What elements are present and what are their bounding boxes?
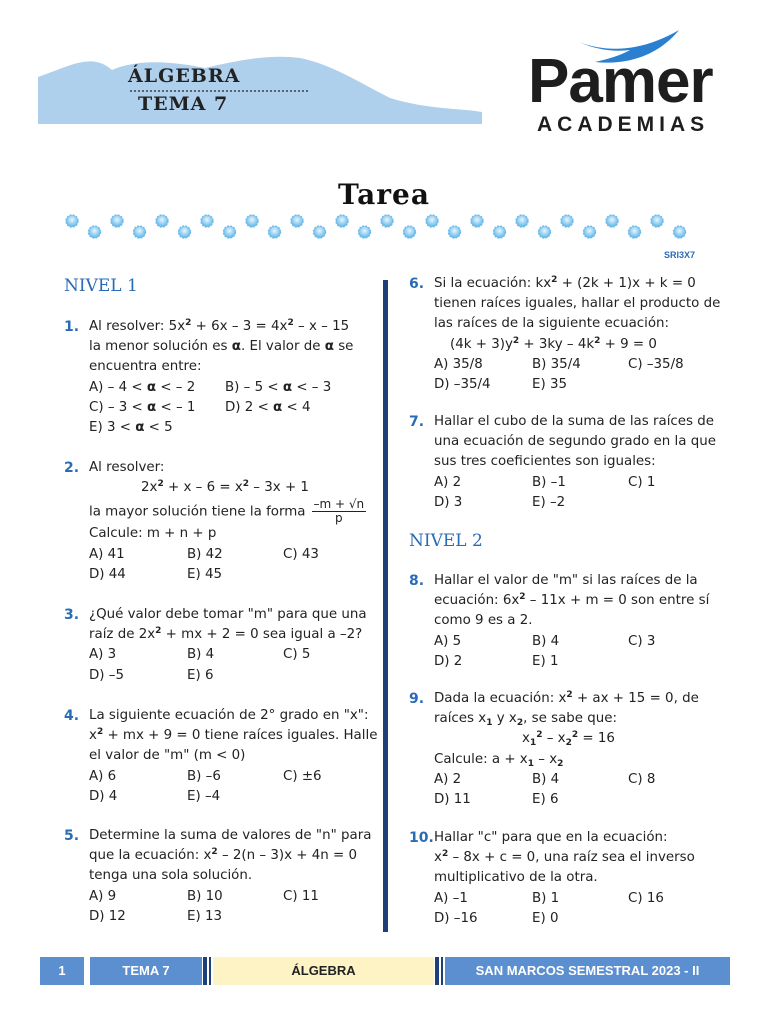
decorative-dot — [404, 226, 416, 238]
decorative-dot — [381, 215, 393, 227]
question-number: 6. — [409, 276, 425, 292]
decorative-dot — [291, 215, 303, 227]
option-d: D) 2 < α < 4 — [225, 399, 311, 415]
footer-subject: ÁLGEBRA — [213, 957, 434, 985]
decorative-dot — [66, 215, 78, 227]
footer-separator — [203, 957, 207, 985]
footer-separator — [435, 957, 439, 985]
decorative-dot — [89, 226, 101, 238]
decorative-dot — [516, 215, 528, 227]
decorative-dot — [494, 226, 506, 238]
decorative-dot — [629, 226, 641, 238]
question-10: 10. Hallar "c" para que en la ecuación: $x^2 - 8x + c = 0$, una raíz sea el inverso multiplicativo de la otra. A) –1 B) 1 C) 16 D) –16 E) 0 — [409, 830, 695, 926]
question-number: 8. — [409, 573, 425, 589]
footer-separator — [441, 957, 443, 985]
section-heading-nivel-1: NIVEL 1 — [64, 276, 138, 296]
column-divider — [383, 280, 388, 932]
question-number: 3. — [64, 607, 80, 623]
option-c: C) – 3 < α < – 1 — [89, 399, 196, 415]
decorative-dot — [314, 226, 326, 238]
decorative-dot — [584, 226, 596, 238]
decorative-dot — [651, 215, 663, 227]
question-9: 9. Dada la ecuación: $x^2$ + ax + 15 = 0, de raíces $x_1$ y $x_2$, se sabe que: $x_1^2 - x_2^2 = 16$ Calcule: $a + x_1 - x_2$ A) 2 B) 4 C) 8 D) 11 E) 6 — [409, 690, 699, 807]
question-number: 5. — [64, 828, 80, 844]
decorative-dot — [449, 226, 461, 238]
decorative-dot — [224, 226, 236, 238]
decorative-dot — [246, 215, 258, 227]
logo-name: Pamer — [528, 47, 713, 116]
decorative-dot — [539, 226, 551, 238]
footer-topic: TEMA 7 — [90, 957, 202, 985]
question-number: 7. — [409, 414, 425, 430]
decorative-dot — [111, 215, 123, 227]
document-code: SRI3X7 — [664, 250, 696, 260]
question-number: 4. — [64, 708, 80, 724]
header-topic: TEMA 7 — [138, 93, 229, 115]
question-2: 2. Al resolver: $2x^2 + x - 6 = x^2 - 3x + 1$ la mayor solución tiene la forma $\frac{-m + √n}{p}$ Calcule: m + n + p A) 41 B) 42 C) 43 D) 44 E) 45 — [64, 460, 365, 582]
footer-separator — [209, 957, 211, 985]
decorative-dot — [134, 226, 146, 238]
decorative-dot — [156, 215, 168, 227]
header-subject: ÁLGEBRA — [128, 65, 241, 87]
question-8: 8. Hallar el valor de "m" si las raíces de la ecuación: $6x^2 - 11x + m = 0$ son entre sí como 9 es a 2. A) 5 B) 4 C) 3 D) 2 E) 1 — [409, 573, 710, 669]
option-e: E) 3 < α < 5 — [89, 419, 173, 435]
question-number: 1. — [64, 319, 80, 335]
question-number: 2. — [64, 460, 80, 476]
decorative-dot — [359, 226, 371, 238]
decorative-dot — [471, 215, 483, 227]
decorative-dot — [606, 215, 618, 227]
question-number: 9. — [409, 691, 425, 707]
header-banner-shape — [0, 40, 490, 130]
decorative-dot — [179, 226, 191, 238]
option-b: B) – 5 < α < – 3 — [225, 379, 332, 395]
page-footer — [40, 957, 730, 985]
question-6: 6. Si la ecuación: $kx^2 + (2k + 1)x + k = 0$ tienen raíces iguales, hallar el producto de las raíces de la siguiente ecuación: $(4k + 3)y^2 + 3ky - 4k^2 + 9 = 0$ A) 35/8 B) 35/4 C) –35/8 D) –35/4 E) 35 — [409, 275, 721, 392]
question-5: 5. Determine la suma de valores de "n" para que la ecuación: $x^2 - 2(n - 3)x + 4n = 0$ tenga una sola solución. A) 9 B) 10 C) 11 D) 12 E) 13 — [64, 828, 372, 924]
decorative-dot — [201, 215, 213, 227]
question-number: 10. — [409, 830, 434, 846]
decorative-dot-row — [64, 212, 696, 242]
section-heading-nivel-2: NIVEL 2 — [409, 531, 483, 551]
question-4: 4. La siguiente ecuación de 2° grado en "x": $x^2$ + mx + 9 = 0 tiene raíces iguales. Halle el valor de "m" (m < 0) A) 6 B) –6 C) ±6 D) 4 E) –4 — [64, 708, 378, 804]
question-1: 1. Al resolver: $5x^2 + 6x - 3 = 4x^2 - x - 15$ la menor solución es α. El valor de α se encuentra entre: A) – 4 < α < – 2 B) – 5 < α < – 3 C) – 3 < α < – 1 D) 2 < α < 4 E) 3 < α < 5 — [89, 317, 374, 438]
page-number: 1 — [40, 957, 84, 985]
decorative-dot — [674, 226, 686, 238]
logo-subtitle: ACADEMIAS — [537, 113, 710, 136]
decorative-dot — [426, 215, 438, 227]
decorative-dot — [269, 226, 281, 238]
decorative-dot — [561, 215, 573, 227]
decorative-dot — [336, 215, 348, 227]
question-3: 3. ¿Qué valor debe tomar "m" para que una raíz de $2x^2$ + mx + 2 = 0 sea igual a –2? A) 3 B) 4 C) 5 D) –5 E) 6 — [64, 607, 367, 683]
question-7: 7. Hallar el cubo de la suma de las raíces de una ecuación de segundo grado en la que sus tres coeficientes son iguales: A) 2 B) –1 C) 1 D) 3 E) –2 — [409, 414, 716, 510]
page-title: Tarea — [337, 178, 430, 211]
option-a: A) – 4 < α < – 2 — [89, 379, 196, 395]
footer-program: SAN MARCOS SEMESTRAL 2023 - II — [445, 957, 730, 985]
